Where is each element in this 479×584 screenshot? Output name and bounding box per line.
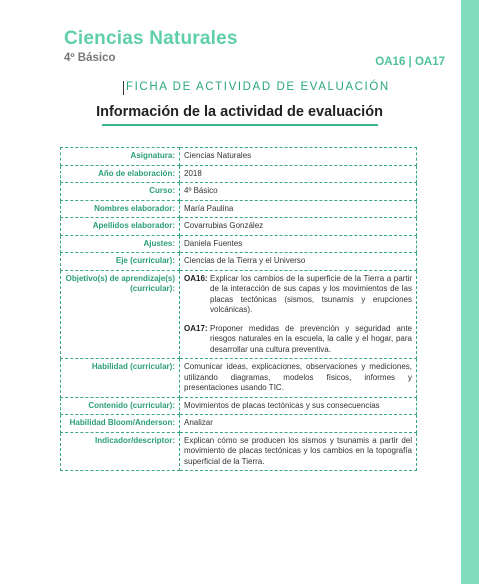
row-value[interactable]: 4º Básico (180, 183, 417, 201)
section-title: Información de la actividad de evaluación (96, 104, 383, 120)
subject-title: Ciencias Naturales (64, 28, 238, 49)
row-value[interactable]: Covarrubias González (180, 218, 417, 236)
objective-code: OA17: (184, 323, 208, 333)
row-label: Apellidos elaborador: (61, 218, 180, 236)
ficha-heading[interactable]: FICHA DE ACTIVIDAD DE EVALUACIÓN (126, 81, 390, 93)
row-label: Habilidad Bloom/Anderson: (61, 415, 180, 433)
row-value[interactable]: Explican cómo se producen los sismos y tsunamis a partir del movimiento de placas tectónicas y los cambios en la topografía superficial de la Tierra. (180, 432, 417, 471)
table-row-asignatura (61, 148, 417, 166)
row-label: Año de elaboración: (61, 165, 180, 183)
row-value[interactable]: Ciencias de la Tierra y el Universo (180, 253, 417, 271)
table-row-curso (61, 183, 417, 201)
side-accent-bar (461, 0, 479, 584)
row-value[interactable]: 2018 (180, 165, 417, 183)
section-title-underline (102, 124, 378, 126)
row-label: Asignatura: (61, 148, 180, 166)
objective-code: OA16: (184, 273, 208, 283)
objective-item (184, 324, 412, 356)
row-value[interactable] (180, 270, 417, 359)
activity-info-table (60, 147, 417, 471)
table-row-ajustes (61, 235, 417, 253)
objective-codes: OA16 | OA17 (375, 56, 445, 68)
table-row-anio (61, 165, 417, 183)
row-label: Ajustes: (61, 235, 180, 253)
objective-item (184, 274, 412, 316)
table-row-nombres (61, 200, 417, 218)
row-value[interactable]: Daniela Fuentes (180, 235, 417, 253)
row-label: Contenido (curricular): (61, 397, 180, 415)
row-value[interactable]: Ciencias Naturales (180, 148, 417, 166)
table-row-indicador (61, 432, 417, 471)
grade-label: 4º Básico (64, 52, 116, 64)
text-cursor (123, 81, 124, 95)
row-value[interactable]: Comunicar ideas, explicaciones, observaciones y mediciones, utilizando diagramas, modelos físicos, informes y presentaciones usando TIC. (180, 359, 417, 398)
row-label: Nombres elaborador: (61, 200, 180, 218)
table-row-eje (61, 253, 417, 271)
row-value[interactable]: Analizar (180, 415, 417, 433)
table-row-objetivos (61, 270, 417, 359)
objective-text: Proponer medidas de prevención y seguridad ante riesgos naturales en la escuela, la calle y el hogar, para desarrollar una cultura preventiva. (210, 323, 412, 354)
table-row-apellidos (61, 218, 417, 236)
row-label: Objetivo(s) de aprendizaje(s) (curricular): (61, 270, 180, 359)
objective-text: Explicar los cambios de la superficie de la Tierra a partir de la interacción de sus capas y los movimientos de las placas tectónicas (sismos, tsunamis y erupciones volcánicas). (210, 273, 412, 314)
row-value[interactable]: Movimientos de placas tectónicas y sus consecuencias (180, 397, 417, 415)
table-row-habilidad (61, 359, 417, 398)
row-label: Eje (curricular): (61, 253, 180, 271)
row-label: Curso: (61, 183, 180, 201)
row-label: Habilidad (curricular): (61, 359, 180, 398)
row-label: Indicador/descriptor: (61, 432, 180, 471)
table-row-contenido (61, 397, 417, 415)
table-row-bloom (61, 415, 417, 433)
row-value[interactable]: María Paulina (180, 200, 417, 218)
